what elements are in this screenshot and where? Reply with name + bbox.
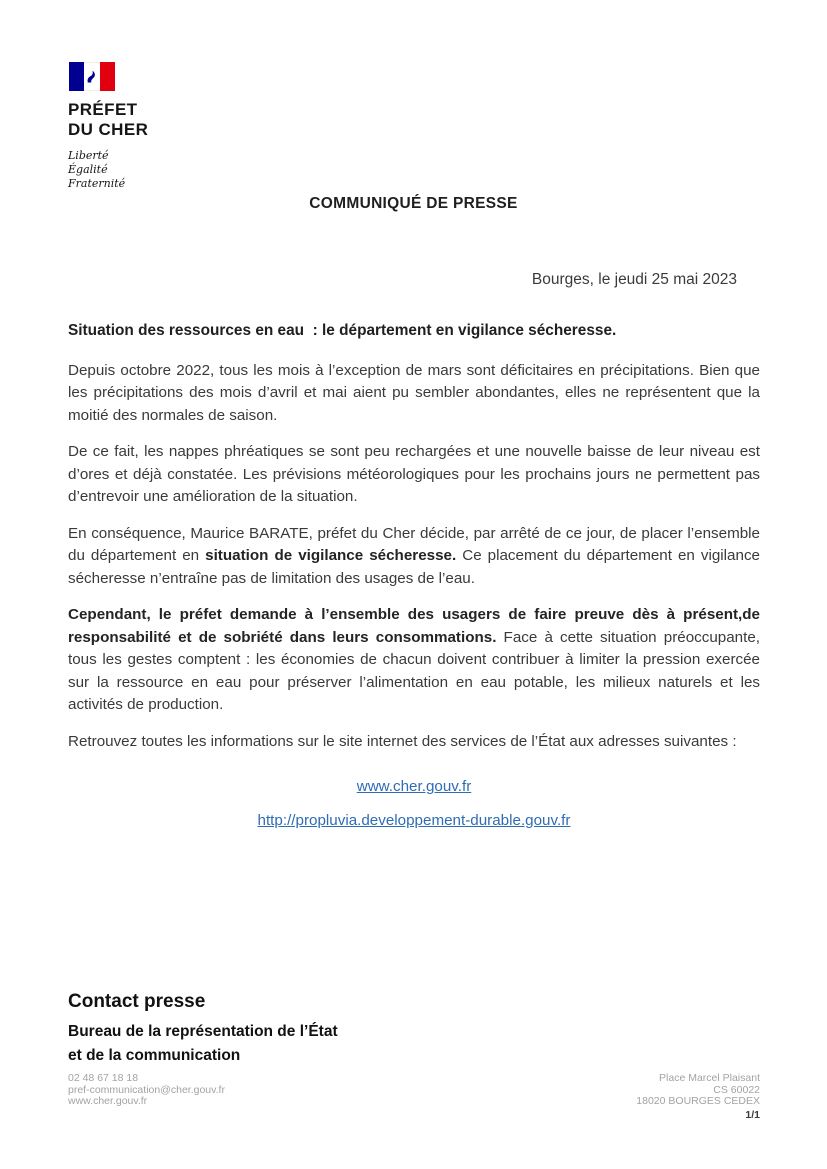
paragraph-4-bold: Cependant, le préfet demande à l’ensemble des usagers de faire preuve dès à présent,de responsabilité et de sobriété dans leurs consommations. xyxy=(68,606,760,646)
footer-phone: 02 48 67 18 18 xyxy=(68,1072,139,1084)
contact-bureau-line2: et de la communication xyxy=(68,1047,241,1064)
paragraph-4 xyxy=(68,604,760,717)
page-number: 1/1 xyxy=(745,1108,760,1121)
french-flag-icon xyxy=(69,62,115,91)
flag-stripe-blue xyxy=(69,62,84,91)
paragraph-1 xyxy=(68,360,760,428)
paragraph-3-text-end: Ce placement du département en vigilance sécheresse n’entraîne pas de limitation des usages de l’eau. xyxy=(68,547,760,587)
press-contact-block xyxy=(68,991,338,1068)
republic-motto xyxy=(68,149,148,191)
document-title: COMMUNIQUÉ DE PRESSE xyxy=(309,195,518,212)
paragraph-2-text: De ce fait, les nappes phréatiques se sont peu rechargées et une nouvelle baisse de leur niveau est d’ores et déjà constatée. Les prévisions météorologiques pour les prochains jours ne permettent pas d’entrevoir une amélioration de la situation. xyxy=(68,443,760,505)
motto-egalite: Égalité xyxy=(68,163,108,176)
footer-address xyxy=(636,1073,760,1121)
paragraph-5 xyxy=(68,731,760,754)
footer-email: pref-communication@cher.gouv.fr xyxy=(68,1083,225,1096)
link-propluvia[interactable]: http://propluvia.developpement-durable.gouv.fr xyxy=(257,811,571,829)
motto-liberte: Liberté xyxy=(68,149,109,162)
prefet-logo xyxy=(68,62,148,191)
link-cher-gouv[interactable]: www.cher.gouv.fr xyxy=(356,778,472,795)
paragraph-5-text: Retrouvez toutes les informations sur le site internet des services de l’État aux adresses suivantes : xyxy=(68,732,737,750)
paragraph-2 xyxy=(68,441,760,509)
flag-stripe-red xyxy=(100,62,115,91)
footer-website: www.cher.gouv.fr xyxy=(68,1095,148,1107)
paragraph-3-bold: situation de vigilance sécheresse. xyxy=(205,547,457,564)
motto-fraternite: Fraternité xyxy=(68,177,126,190)
footer-contact-details xyxy=(68,1073,225,1108)
marianne-icon xyxy=(86,69,97,85)
ministry-name xyxy=(68,100,148,140)
paragraph-3-text-start: En conséquence, Maurice BARATE, préfet du Cher décide, par arrêté de ce jour, de placer l’ensemble du département en xyxy=(68,524,760,564)
contact-bureau-line1: Bureau de la représentation de l’État xyxy=(68,1023,338,1040)
ministry-line2: DU CHER xyxy=(68,120,149,139)
ministry-line1: PRÉFET xyxy=(68,100,138,119)
document-body xyxy=(68,320,760,843)
dateline: Bourges, le jeudi 25 mai 2023 xyxy=(531,271,737,288)
links-block xyxy=(68,776,760,843)
paragraph-3 xyxy=(68,523,760,591)
subject-heading: Situation des ressources en eau : le département en vigilance sécheresse. xyxy=(68,322,617,339)
footer-address-line3: 18020 BOURGES CEDEX xyxy=(636,1095,760,1107)
footer-address-line1: Place Marcel Plaisant xyxy=(659,1072,760,1084)
paragraph-1-text: Depuis octobre 2022, tous les mois à l’exception de mars sont déficitaires en précipitations. Bien que les précipitations des mois d’avril et mai aient pu sembler abondantes, elles ne représentent que la moitié des normales de saison. xyxy=(68,361,760,424)
footer-address-line2: CS 60022 xyxy=(713,1083,760,1096)
flag-stripe-white xyxy=(84,62,99,91)
paragraph-4-text: Face à cette situation préoccupante, tous les gestes comptent : les économies de chacun doivent contribuer à limiter la pression exercée sur la ressource en eau pour préserver l’alimentation en eau potable, les milieux naturels et les activités de production. xyxy=(68,628,760,713)
contact-title: Contact presse xyxy=(68,991,206,1012)
